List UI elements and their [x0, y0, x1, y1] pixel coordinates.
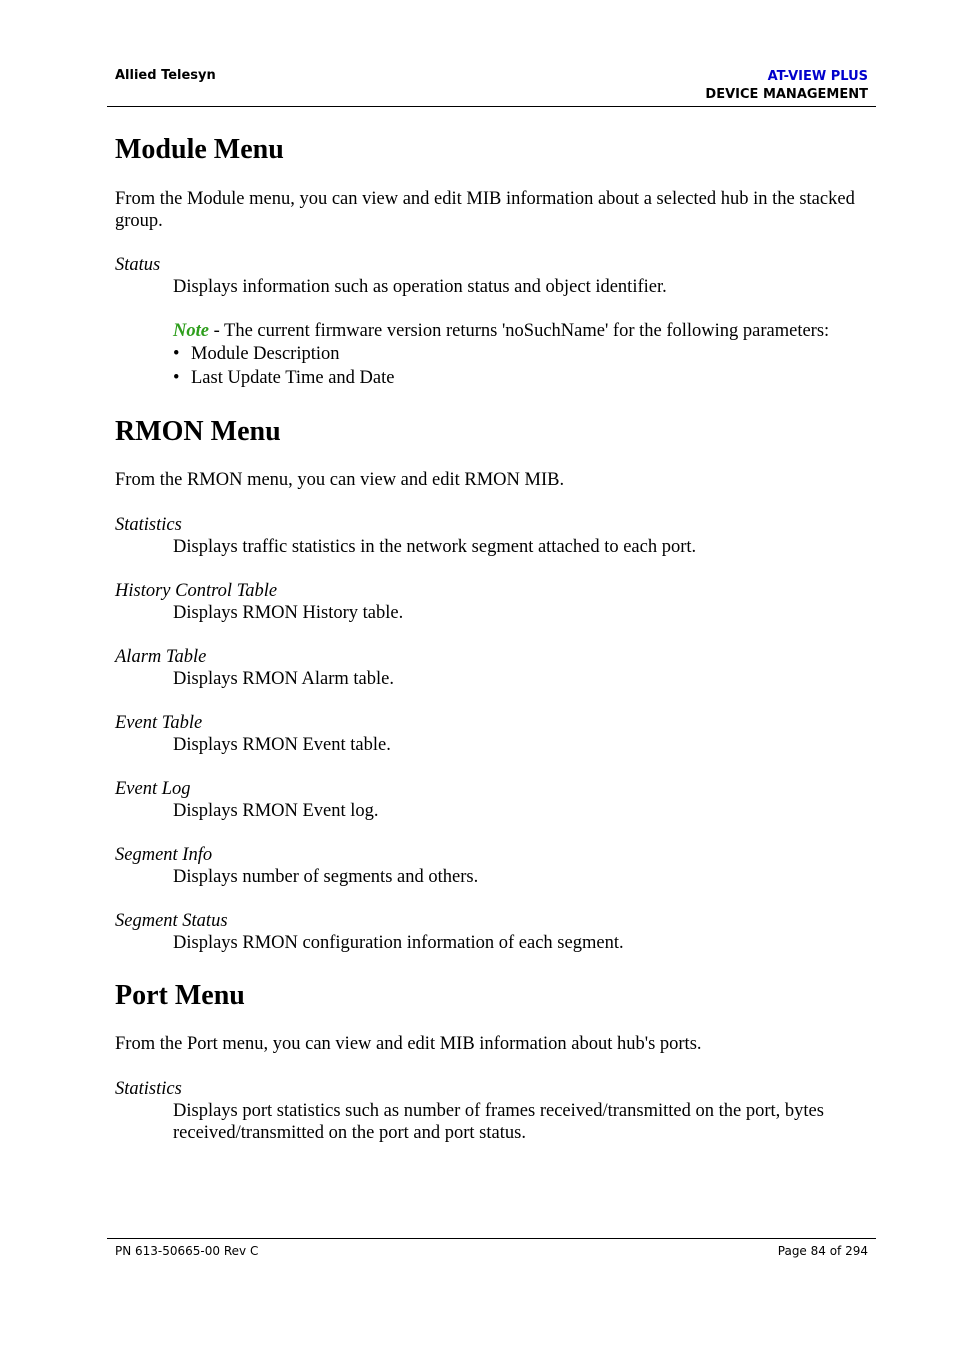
desc-alarm-table: Displays RMON Alarm table.	[173, 669, 394, 689]
term-segment-info: Segment Info	[115, 845, 213, 865]
desc-statistics: Displays traffic statistics in the network segment attached to each port.	[173, 537, 697, 557]
bullet-icon: •	[173, 368, 180, 388]
list-item-text: Module Description	[191, 344, 340, 364]
note-bullet-list	[173, 342, 865, 390]
page-content	[115, 130, 865, 1144]
term-statistics: Statistics	[115, 515, 182, 535]
heading-module-menu: Module Menu	[115, 134, 284, 165]
list-item-text: Last Update Time and Date	[191, 368, 395, 388]
module-intro: From the Module menu, you can view and edit MIB information about a selected hub in the stacked group.	[115, 189, 855, 231]
term-segment-status: Segment Status	[115, 911, 228, 931]
header-right	[705, 68, 868, 104]
term-status: Status	[115, 255, 161, 275]
desc-segment-status: Displays RMON configuration information of each segment.	[173, 933, 624, 953]
term-event-log: Event Log	[115, 779, 191, 799]
heading-rmon-menu: RMON Menu	[115, 416, 281, 447]
heading-port-menu: Port Menu	[115, 980, 245, 1011]
desc-event-table: Displays RMON Event table.	[173, 735, 391, 755]
term-history-control-table: History Control Table	[115, 581, 278, 601]
note-text: - The current firmware version returns 'noSuchName' for the following parameters:	[208, 321, 830, 341]
footer-divider	[107, 1238, 876, 1239]
rmon-intro: From the RMON menu, you can view and edit RMON MIB.	[115, 470, 565, 490]
term-port-statistics: Statistics	[115, 1079, 182, 1099]
desc-segment-info: Displays number of segments and others.	[173, 867, 479, 887]
header-product: AT-VIEW PLUS	[767, 69, 868, 84]
list-item	[173, 366, 865, 390]
bullet-icon: •	[173, 344, 180, 364]
term-alarm-table: Alarm Table	[115, 647, 207, 667]
header-company: Allied Telesyn	[115, 68, 216, 83]
header-section: DEVICE MANAGEMENT	[705, 87, 868, 102]
term-event-table: Event Table	[115, 713, 203, 733]
note-label: Note	[173, 321, 209, 341]
desc-event-log: Displays RMON Event log.	[173, 801, 379, 821]
desc-history-control-table: Displays RMON History table.	[173, 603, 404, 623]
footer-page-number: Page 84 of 294	[777, 1244, 868, 1258]
port-intro: From the Port menu, you can view and edit MIB information about hub's ports.	[115, 1034, 702, 1054]
footer-part-number: PN 613-50665-00 Rev C	[115, 1244, 259, 1258]
desc-status: Displays information such as operation status and object identifier.	[173, 277, 667, 297]
header-divider	[107, 106, 876, 107]
list-item	[173, 342, 865, 366]
note-paragraph	[173, 320, 865, 342]
desc-port-statistics: Displays port statistics such as number of frames received/transmitted on the port, bytes received/transmitted on the port and port status.	[173, 1101, 824, 1143]
